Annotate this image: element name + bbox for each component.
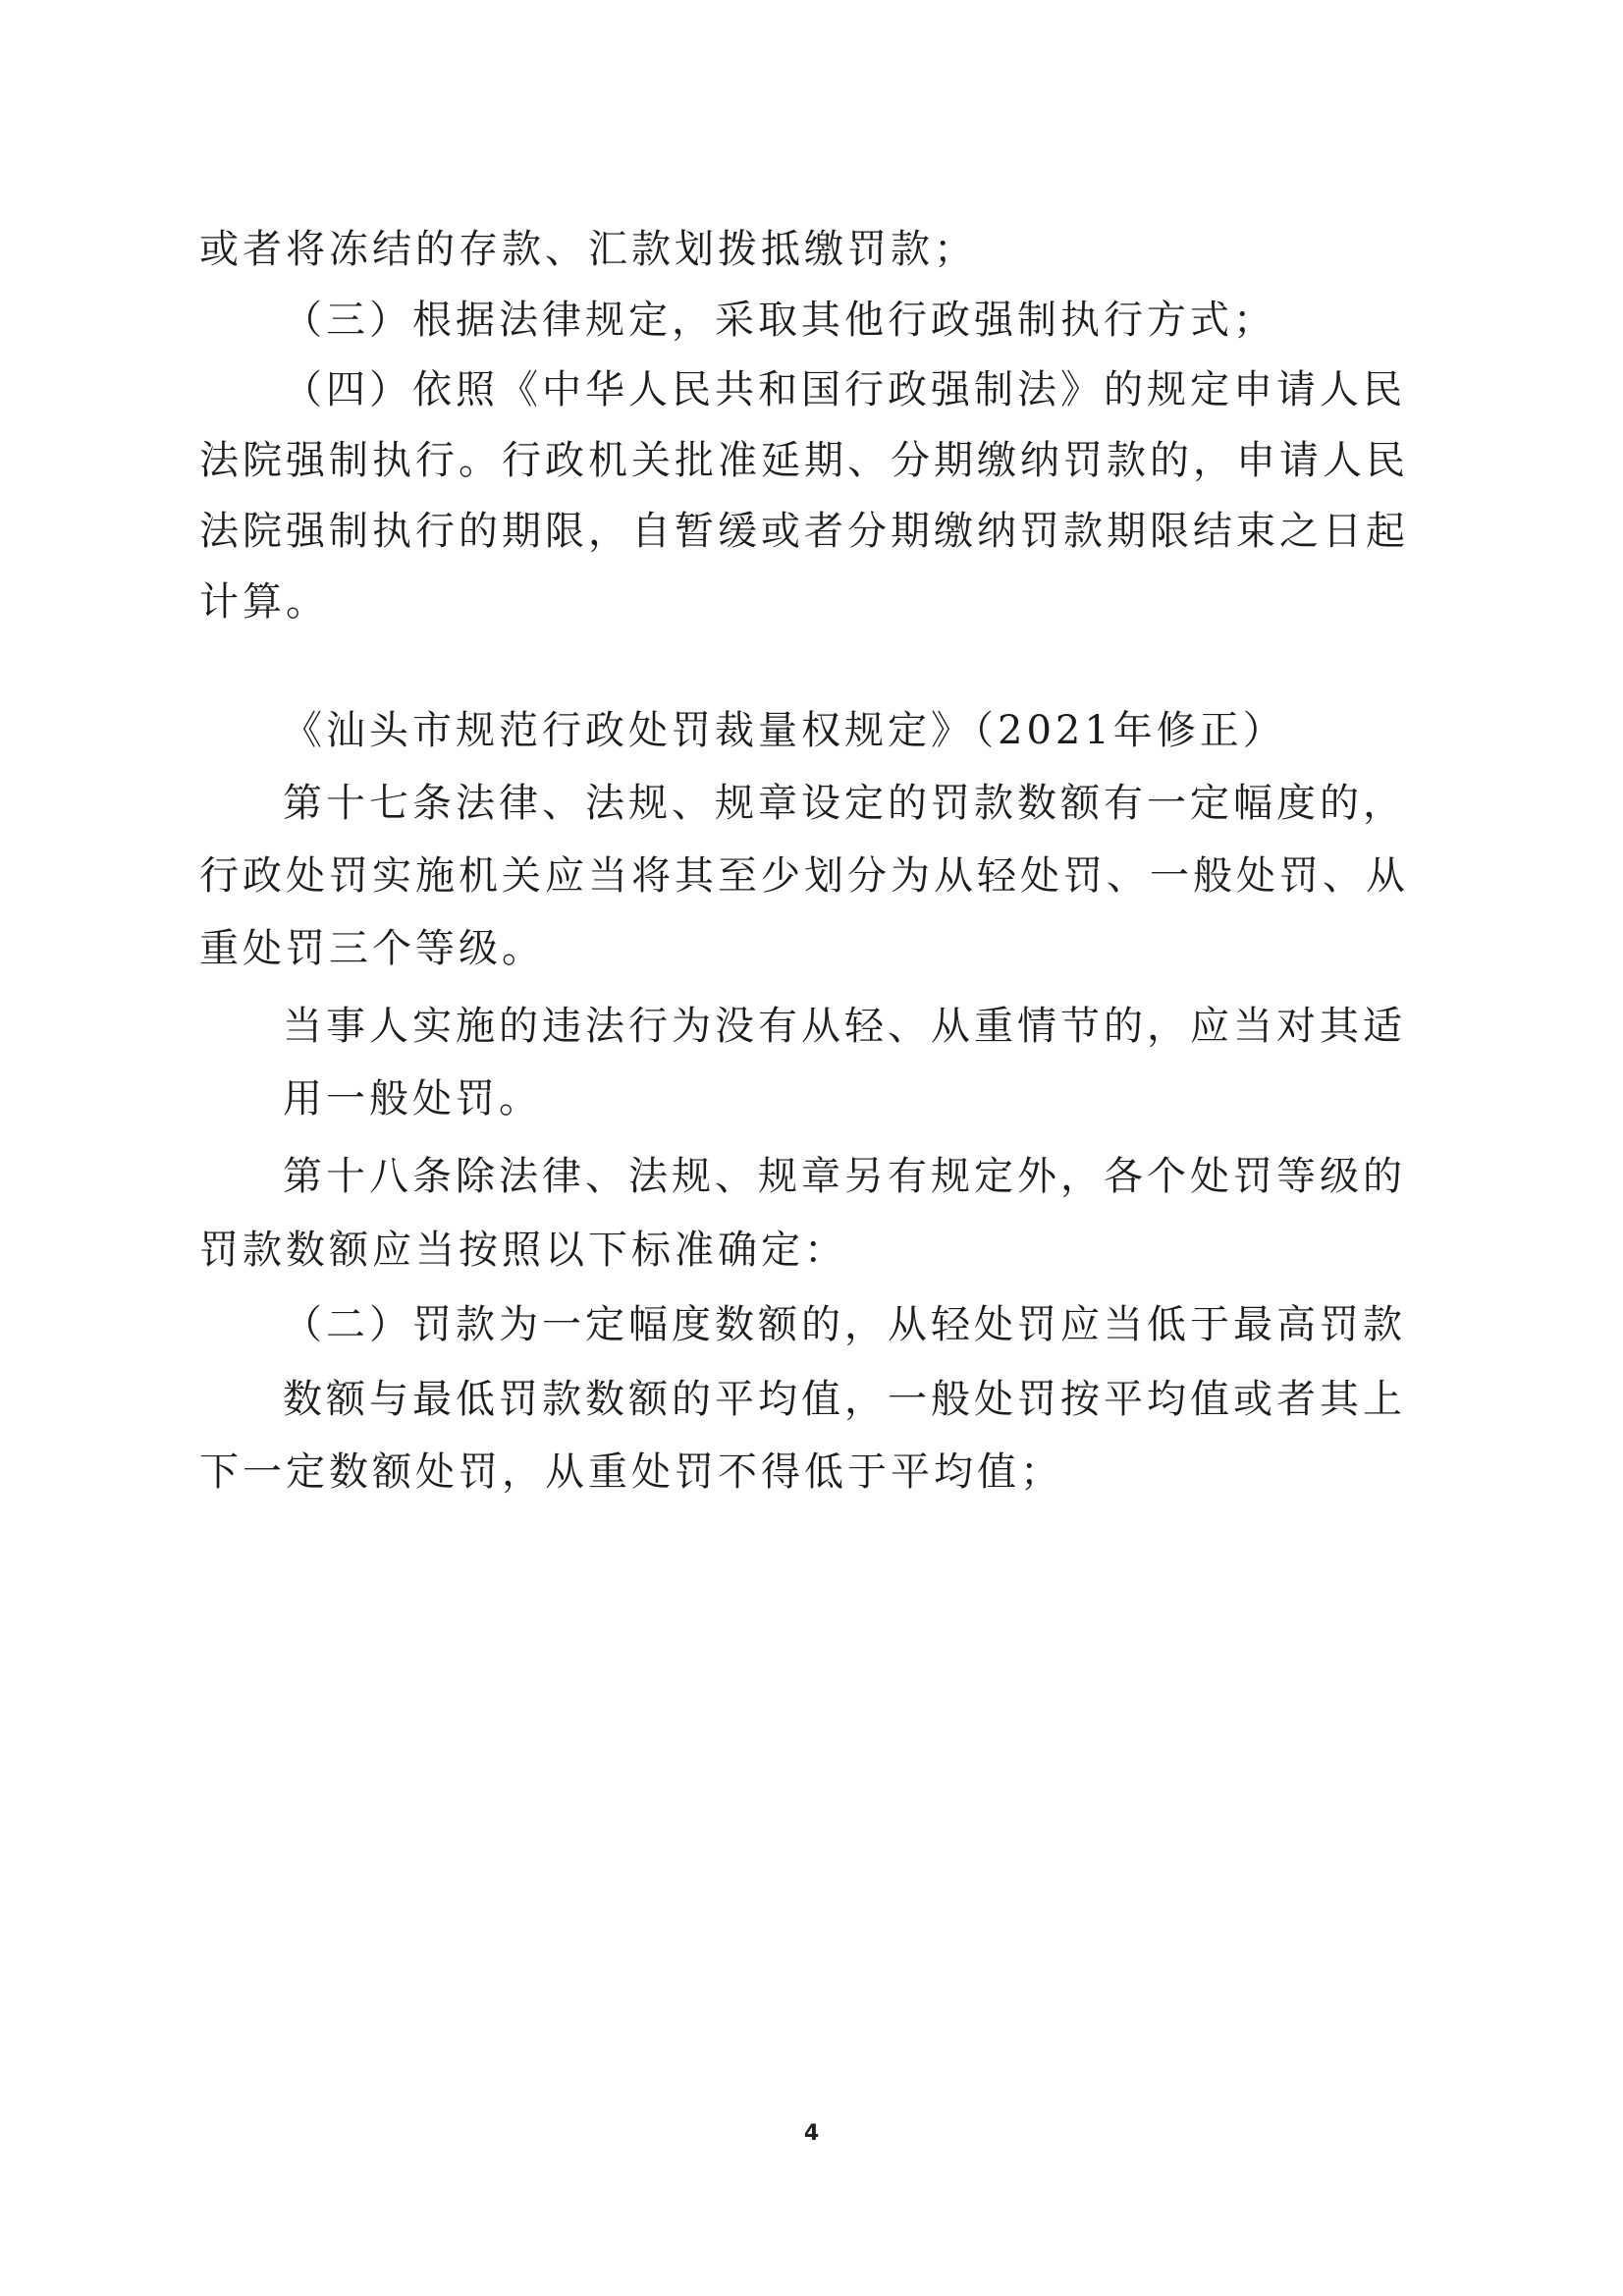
text-line: 数额与最低罚款数额的平均值，一般处罚按平均值或者其上 xyxy=(283,1377,1406,1422)
text-line: 重处罚三个等级。 xyxy=(199,926,545,971)
text-line: 下一定数额处罚，从重处罚不得低于平均值； xyxy=(199,1449,1063,1495)
page-number: 4 xyxy=(803,2121,820,2146)
text-line: 行政处罚实施机关应当将其至少划分为从轻处罚、一般处罚、从 xyxy=(199,853,1409,899)
text-line: 法院强制执行的期限，自暂缓或者分期缴纳罚款期限结束之日起 xyxy=(199,509,1409,554)
text-line: 罚款数额应当按照以下标准确定： xyxy=(199,1228,847,1273)
text-line: 用一般处罚。 xyxy=(283,1076,542,1121)
text-line: 法院强制执行。行政机关批准延期、分期缴纳罚款的，申请人民 xyxy=(199,438,1409,483)
text-line: 或者将冻结的存款、汇款划拨抵缴罚款； xyxy=(199,227,977,272)
text-line: （四）依照《中华人民共和国行政强制法》的规定申请人民 xyxy=(283,367,1406,412)
text-line: （三）根据法律规定，采取其他行政强制执行方式； xyxy=(283,298,1276,343)
text-line: 第十七条法律、法规、规章设定的罚款数额有一定幅度的， xyxy=(283,781,1406,826)
text-line: 计算。 xyxy=(199,579,329,625)
section-heading: 《汕头市规范行政处罚裁量权规定》（2021年修正） xyxy=(283,708,1286,753)
text-line: 第十八条除法律、法规、规章另有规定外，各个处罚等级的 xyxy=(283,1154,1406,1199)
text-line: 当事人实施的违法行为没有从轻、从重情节的，应当对其适 xyxy=(283,1004,1406,1049)
text-line: （二）罚款为一定幅度数额的，从轻处罚应当低于最高罚款 xyxy=(283,1302,1406,1347)
